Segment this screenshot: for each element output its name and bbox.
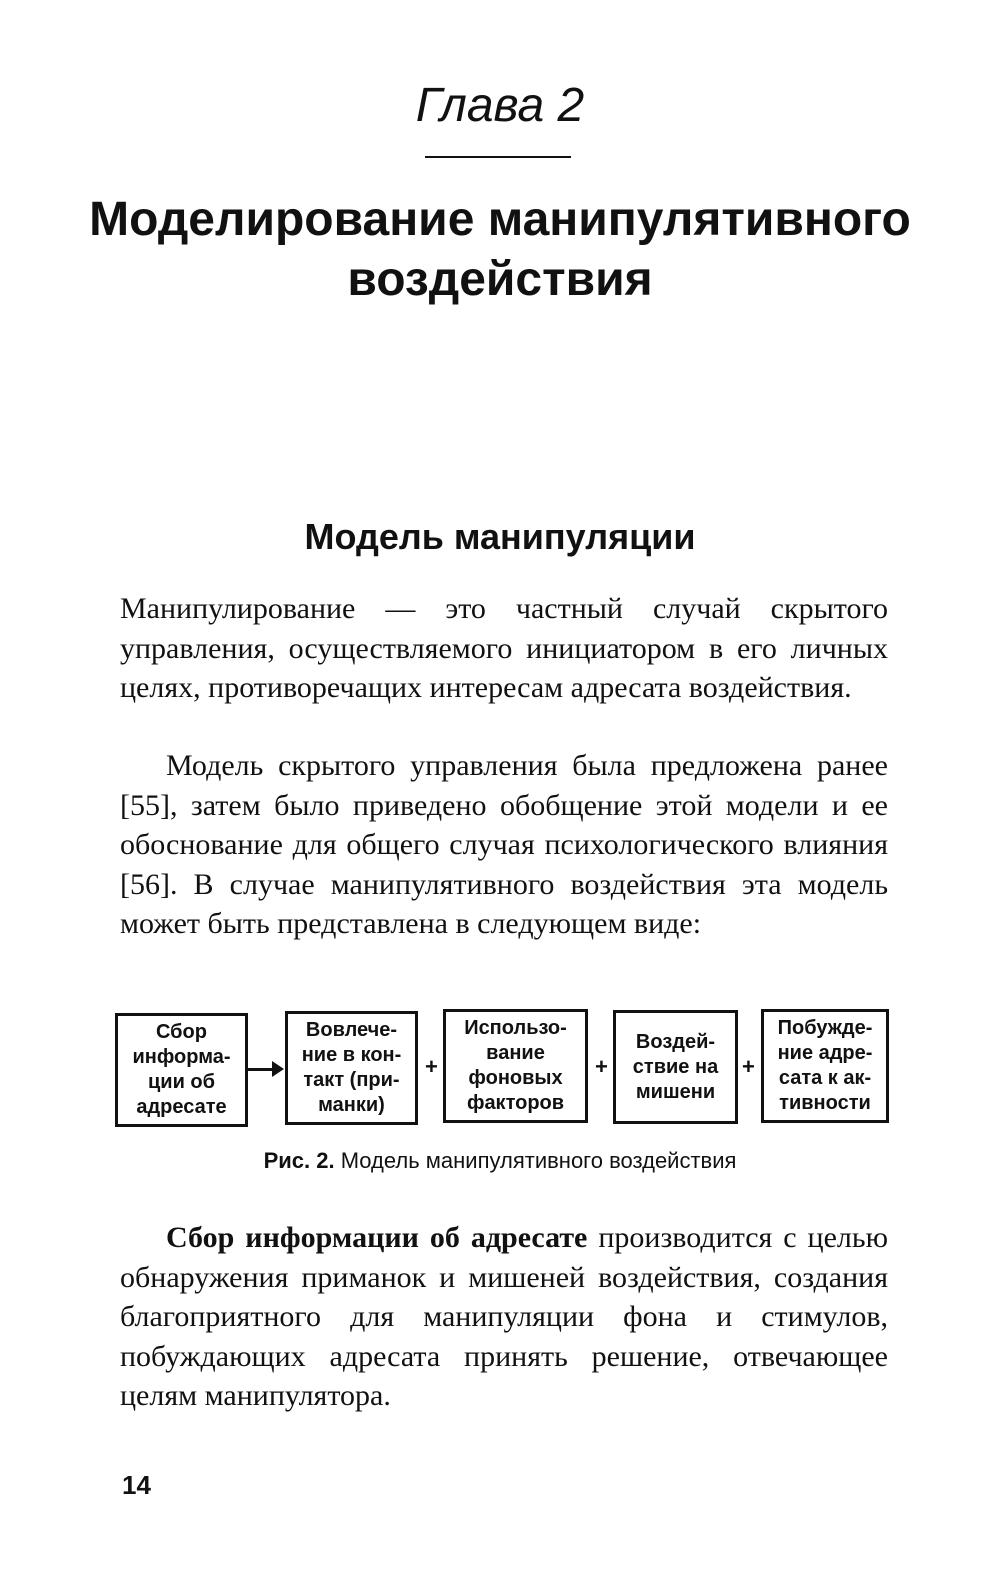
arrow-right-icon bbox=[272, 1061, 284, 1077]
chapter-title: Моделирование манипулятивного воздействия bbox=[89, 193, 911, 306]
diagram-box-activation: Побужде- ние адре- сата к ак- тивности bbox=[761, 1009, 889, 1123]
page-number: 14 bbox=[122, 1470, 151, 1500]
diagram-box-targets: Воздей- ствие на мишени bbox=[613, 1010, 738, 1124]
paragraph-3 bbox=[120, 1218, 888, 1416]
paragraph-2: Модель скрытого управления была предложена ранее [55], затем было приведено обобщение этой модели и ее обоснование для общего случая психологического влияния [56]. В случае манипулятивного воздействия эта модель может быть представлена в следующем виде: bbox=[120, 749, 888, 940]
figure-caption-text: Модель манипулятивного воздействия bbox=[334, 1148, 737, 1173]
manipulation-model-diagram bbox=[110, 1008, 900, 1133]
chapter-label: Глава 2 bbox=[415, 79, 585, 132]
arrow-line bbox=[248, 1068, 273, 1071]
diagram-box-contact: Вовлече- ние в кон- такт (при- манки) bbox=[285, 1011, 418, 1125]
figure-caption-label: Рис. 2. bbox=[263, 1148, 335, 1173]
diagram-box-background-factors: Использо- вание фоновых факторов bbox=[443, 1009, 588, 1123]
paragraph-3-lead: Сбор информации об адресате bbox=[166, 1221, 588, 1254]
paragraph-3-text: производится с целью обнаружения приманок и мишеней воздействия, создания благоприятного для манипуляции фона и стимулов, побуждающих адресата принять решение, отвечающее целям манипулятора. bbox=[120, 1221, 888, 1412]
figure-caption bbox=[0, 1148, 1000, 1174]
plus-sign: + bbox=[425, 1054, 438, 1079]
plus-sign: + bbox=[595, 1054, 608, 1079]
diagram-box-info-gathering: Сбор информа- ции об адресате bbox=[115, 1013, 248, 1127]
paragraph-1: Манипулирование — это частный случай скрытого управления, осуществляемого инициатором в его личных целях, противоречащих интересам адресата воздействия. bbox=[120, 592, 888, 704]
section-heading: Модель манипуляции bbox=[304, 516, 696, 557]
chapter-divider bbox=[425, 156, 571, 158]
plus-sign: + bbox=[742, 1054, 755, 1079]
